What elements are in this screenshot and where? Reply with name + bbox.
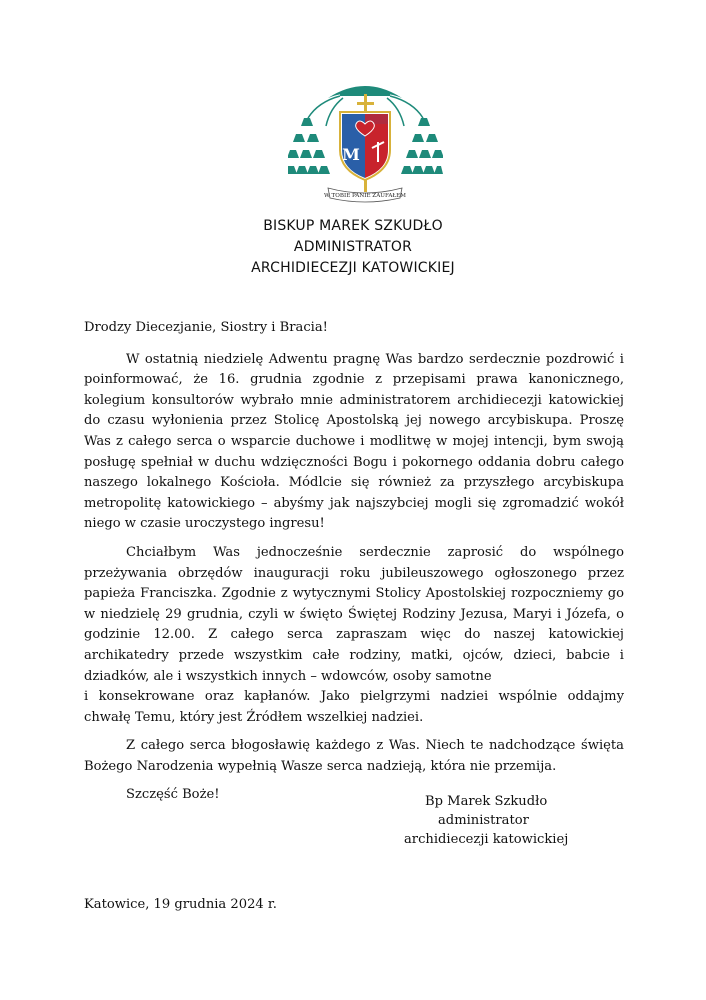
motto-text: W TOBIE PANIE ZAUFAŁEM [324,193,406,199]
paragraph-1: W ostatnią niedzielę Adwentu pragnę Was bardzo serdecznie pozdrowić i poinformować, że 16. grudnia zgodnie z przepisami prawa kanonicznego, kolegium konsultorów wybrało mnie administratorem archidiecezji katowickiej do czasu wyłonienia przez Stolicę Apostolską jej nowego arcybiskupa. Proszę Was z całego serca o wsparcie duchowe i modlitwę w mojej intencji, bym swoją posługę spełniał w duchu wdzięczności Bogu i pokornego oddania dobru całego naszego lokalnego Kościoła. Módlcie się również za przyszłego arcybiskupa metropolitę katowickiego – abyśmy jak najszybciej mogli się zgromadzić wokół niego w czasie uroczystego ingresu! [84,351,624,532]
signature-diocese: archidiecezji katowickiej [404,832,569,847]
coat-of-arms-icon [288,72,443,212]
closing: Szczęść Boże! [126,787,220,803]
paragraph-2b: i konsekrowane oraz kapłanów. Jako pielgrzymi nadziei wspólnie oddajmy chwałę Temu, który jest Źródłem wszelkiej nadziei. [84,689,624,725]
header-name: BISKUP MAREK SZKUDŁO [263,218,443,234]
header-diocese: ARCHIDIECEZJI KATOWICKIEJ [251,260,455,276]
letter-header [0,216,706,279]
signature-title: administrator [438,813,529,828]
letter-body [84,318,624,806]
signature-name: Bp Marek Szkudło [425,794,548,809]
header-title: ADMINISTRATOR [293,239,413,255]
letter-date: Katowice, 19 grudnia 2024 r. [84,897,277,912]
svg-text:M: M [342,145,360,164]
greeting: Drodzy Diecezjanie, Siostry i Bracia! [84,320,328,335]
paragraph-3: Z całego serca błogosławię każdego z Was. Niech te nadchodzące święta Bożego Narodzenia wypełnią Wasze serca nadzieją, która nie przemija. [84,738,624,774]
paragraph-2a: Chciałbym Was jednocześnie serdecznie zaprosić do wspólnego przeżywania obrzędów inauguracji roku jubileuszowego ogłoszonego przez papieża Franciszka. Zgodnie z wytycznymi Stolicy Apostolskiej rozpoczniemy go w niedzielę 29 grudnia, czyli w święto Świętej Rodziny Jezusa, Maryi i Józefa, o godzinie 12.00. Z całego serca zapraszam więc do naszej katowickiej archikatedry przede wszystkim całe rodziny, matki, ojców, dzieci, babcie i dziadków, ale i wszystkich innych – wdowców, osoby samotne [84,544,624,684]
